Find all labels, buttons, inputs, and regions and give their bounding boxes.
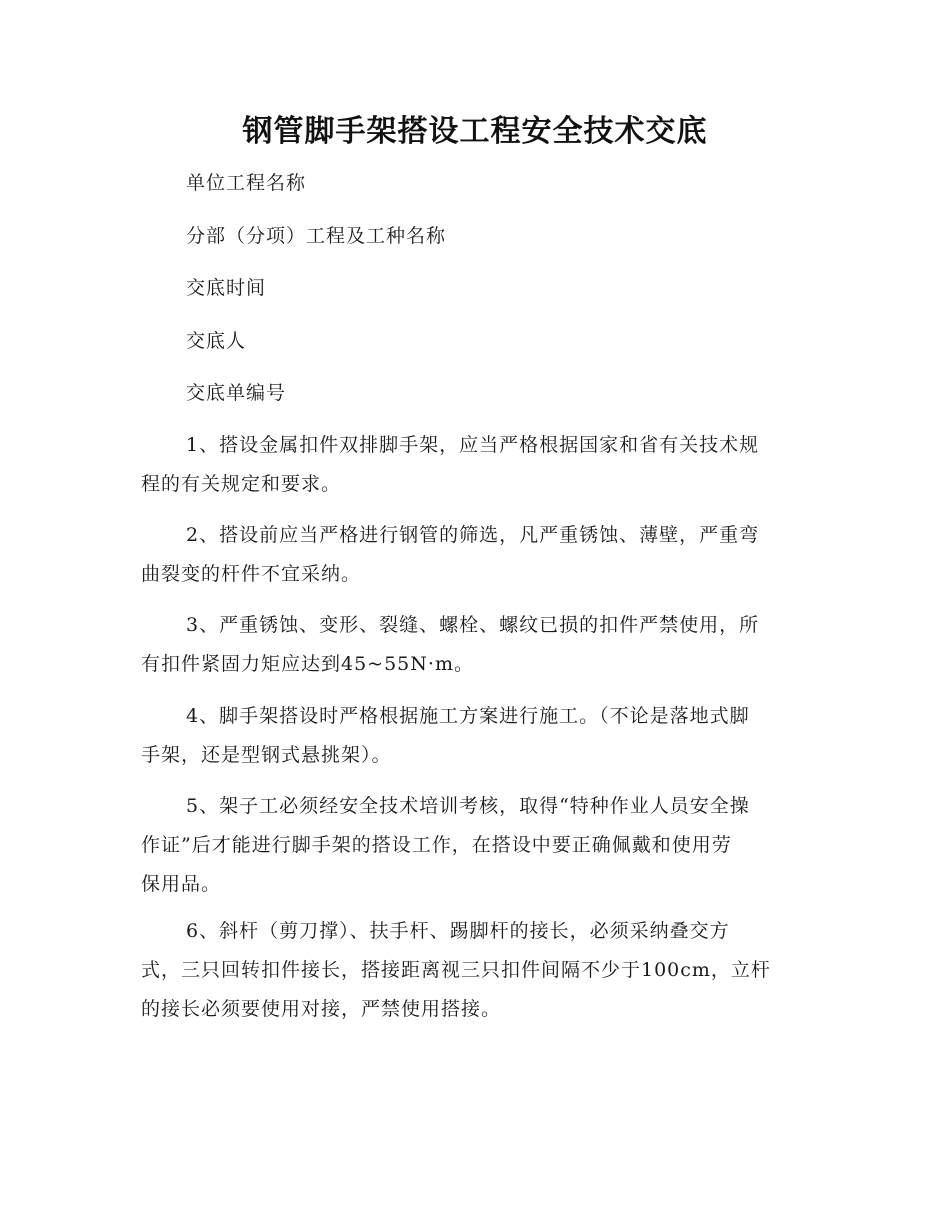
field-handover-number: 交底单编号: [186, 382, 287, 404]
paragraph-line: 6、斜杆（剪刀撑）、扶手杆、踢脚杆的接长，必须采纳叠交方: [186, 920, 730, 942]
paragraph-line: 有扣件紧固力矩应达到45~55N·m。: [141, 653, 474, 675]
paragraph-4: [141, 697, 811, 775]
paragraph-1: [141, 426, 811, 504]
field-handover-person: 交底人: [186, 330, 247, 352]
paragraph-line: 保用品。: [141, 873, 222, 895]
paragraph-line: 2、搭设前应当严格进行钢管的筛选，凡严重锈蚀、薄壁，严重弯: [186, 524, 760, 546]
paragraph-line: 的接长必须要使用对接，严禁使用搭接。: [141, 998, 502, 1020]
paragraph-line: 4、脚手架搭设时严格根据施工方案进行施工。（不论是落地式脚: [186, 705, 750, 727]
paragraph-line: 5、架子工必须经安全技术培训考核，取得“特种作业人员安全操: [186, 795, 750, 817]
paragraph-6: [141, 912, 811, 1029]
document-title: 钢管脚手架搭设工程安全技术交底: [242, 114, 708, 149]
paragraph-line: 3、严重锈蚀、变形、裂缝、螺栓、螺纹已损的扣件严禁使用，所: [186, 614, 760, 636]
paragraph-line: 式，三只回转扣件接长，搭接距离视三只扣件间隔不少于100cm，立杆: [141, 959, 771, 981]
field-subproject-name: 分部（分项）工程及工种名称: [186, 225, 447, 247]
field-handover-time: 交底时间: [186, 277, 267, 299]
paragraph-3: [141, 606, 811, 684]
paragraph-5: [141, 787, 811, 904]
paragraph-line: 程的有关规定和要求。: [141, 473, 342, 495]
paragraph-line: 1、搭设金属扣件双排脚手架，应当严格根据国家和省有关技术规: [186, 434, 760, 456]
field-unit-project-name: 单位工程名称: [186, 172, 307, 194]
paragraph-2: [141, 516, 811, 594]
paragraph-line: 手架，还是型钢式悬挑架）。: [141, 744, 392, 766]
paragraph-line: 曲裂变的杆件不宜采纳。: [141, 563, 362, 585]
paragraph-line: 作证”后才能进行脚手架的搭设工作，在搭设中要正确佩戴和使用劳: [141, 834, 732, 856]
